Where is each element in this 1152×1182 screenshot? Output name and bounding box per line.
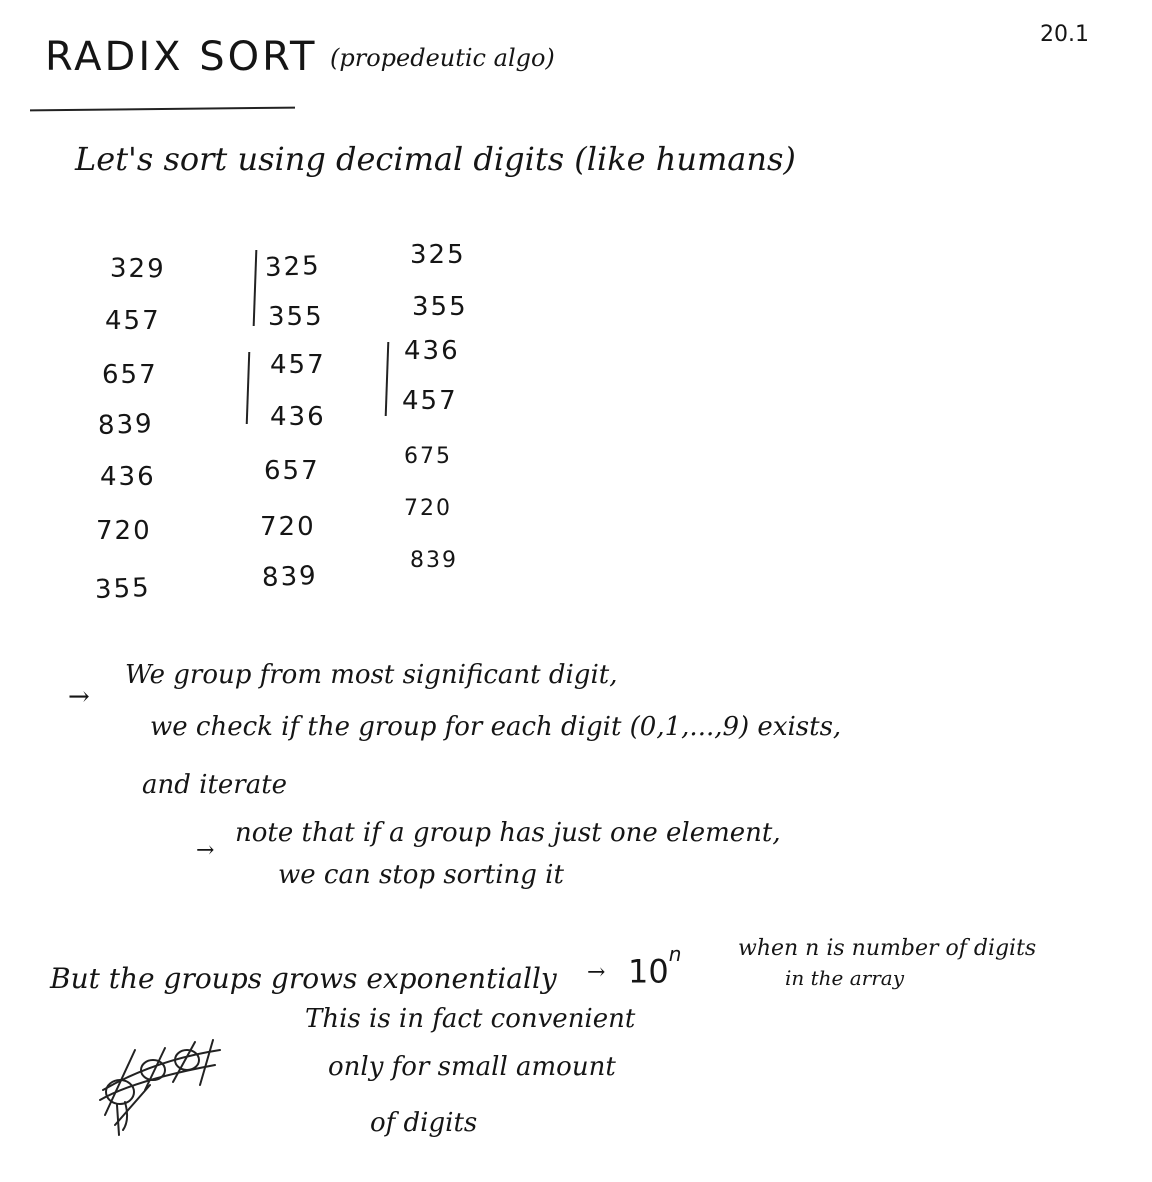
group-bracket [385, 342, 390, 416]
arrow-icon: → [587, 960, 606, 985]
number-cell: 839 [410, 548, 458, 573]
subnote-line: note that if a group has just one element, [235, 818, 781, 848]
conclusion-line: This is in fact convenient [305, 1004, 636, 1034]
number-cell: 675 [404, 444, 452, 469]
power-base: 10 [628, 952, 669, 991]
conclusion-line: of digits [370, 1108, 478, 1138]
number-cell: 325 [264, 251, 322, 283]
number-cell: 355 [412, 292, 468, 322]
number-cell: 720 [404, 496, 452, 521]
conclusion-line: only for small amount [328, 1052, 616, 1082]
title-underline [30, 107, 295, 112]
number-cell: 329 [109, 253, 166, 285]
scribble-icon [95, 1030, 225, 1140]
number-cell: 457 [105, 306, 161, 336]
number-cell: 436 [100, 462, 156, 492]
power-exponent: n [668, 942, 682, 966]
number-cell: 325 [410, 240, 466, 270]
number-cell: 657 [264, 456, 320, 486]
power-expression [628, 942, 682, 991]
page-number: 20.1 [1040, 22, 1089, 47]
subnote-line: we can stop sorting it [278, 860, 564, 890]
intro-text: Let's sort using decimal digits (like humans) [75, 140, 796, 178]
page-subtitle: (propedeutic algo) [330, 44, 555, 72]
number-cell: 355 [94, 573, 152, 605]
number-cell: 355 [268, 302, 324, 332]
note-line: We group from most significant digit, [125, 660, 618, 690]
arrow-icon: → [68, 682, 90, 712]
number-cell: 457 [270, 350, 326, 380]
number-cell: 720 [96, 516, 152, 546]
number-cell: 839 [261, 561, 319, 593]
number-cell: 436 [270, 402, 326, 432]
note-line: we check if the group for each digit (0,1,...,9) exists, [150, 712, 842, 742]
exponent-definition: when n is number of digits [738, 936, 1037, 961]
number-cell: 839 [97, 409, 155, 441]
group-bracket [253, 250, 258, 326]
exponent-definition: in the array [785, 966, 905, 990]
number-cell: 457 [402, 386, 458, 416]
arrow-icon: → [196, 838, 215, 863]
note-line: and iterate [142, 770, 288, 800]
group-bracket [246, 352, 251, 424]
number-cell: 657 [102, 360, 158, 390]
number-cell: 436 [404, 336, 460, 366]
growth-remark: But the groups grows exponentially [50, 962, 557, 995]
page-title: RADIX SORT [45, 34, 318, 80]
number-cell: 720 [260, 512, 316, 542]
